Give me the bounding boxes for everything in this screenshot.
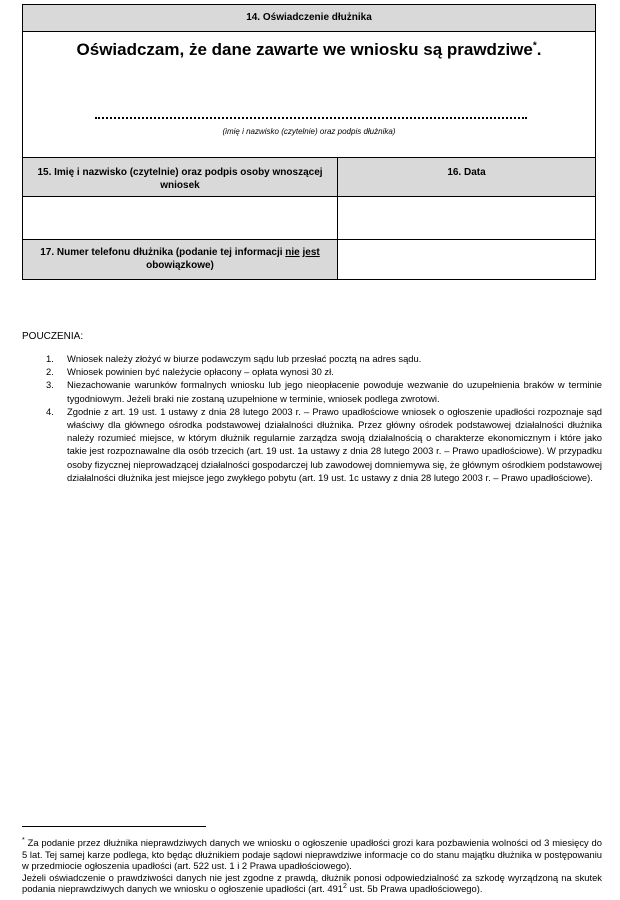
footnote-paragraph-1 (22, 837, 602, 872)
footnote (22, 837, 602, 895)
footnote-text-1: Za podanie przez dłużnika nieprawdziwych danych we wniosku o ogłoszenie upadłości grozi kara pozbawienia wolności od 3 miesięcy do 5 lat. Tej samej karze podlega, kto będąc dłużnikiem podaje sądowi nieprawdziwe informacje co do stanu majątku dłużnika w postępowaniu w przedmiocie ogłoszenia upadłości (art. 522 ust. 1 i 2 Prawa upadłościowego). (22, 837, 602, 872)
footnote-reference-mark: * (532, 40, 537, 52)
instructions-title: POUCZENIA: (22, 331, 84, 342)
instructions-list (22, 352, 602, 484)
footnote-paragraph-2 (22, 872, 602, 895)
submitter-name-signature-field[interactable] (23, 197, 338, 240)
instruction-number: 3. (46, 379, 54, 391)
section-16-header: 16. Data (338, 158, 595, 197)
date-field[interactable] (338, 197, 595, 240)
section-17-label-nie: nie (285, 247, 300, 258)
footnote-separator (22, 826, 206, 827)
debtor-declaration-form (22, 4, 596, 280)
footnote-text-2b: ust. 5b Prawa upadłościowego). (346, 883, 483, 895)
instruction-item (22, 378, 602, 404)
instruction-text: Wniosek należy złożyć w biurze podawczym sądu lub przesłać pocztą na adres sądu. (67, 353, 422, 364)
footnote-article-superscript: 2 (343, 883, 347, 891)
declaration-period: . (536, 40, 542, 59)
instruction-item (22, 365, 602, 378)
signature-caption: (imię i nazwisko (czytelnie) oraz podpis dłużnika) (222, 127, 396, 136)
debtor-phone-field[interactable] (338, 240, 595, 279)
footnote-text-2a: Jeżeli oświadczenie o prawdziwości danych nie jest zgodne z prawdą, dłużnik ponosi odpowiedzialność za szkodę wyrządzoną na skutek podania nieprawdziwych danych we wniosku o ogłoszenie upadłości (art. 491 (22, 871, 602, 895)
instruction-item (22, 405, 602, 484)
declaration-text: Oświadczam, że dane zawarte we wniosku są prawdziwe (76, 40, 533, 59)
instruction-number: 2. (46, 366, 54, 378)
instruction-number: 4. (46, 405, 54, 417)
section-17-label-end: obowiązkowe) (146, 260, 214, 271)
instruction-number: 1. (46, 353, 54, 364)
section-17-header (23, 240, 338, 279)
instruction-item (22, 352, 602, 365)
instruction-text: Zgodnie z art. 19 ust. 1 ustawy z dnia 28 lutego 2003 r. – Prawo upadłościowe wniosek o ogłoszenie upadłości rozpoznaje sąd właściwy dla głównego ośrodka podstawowej działalności dłużnika. Przez główny ośrodek podstawowej działalności dłużnika należy rozumieć miejsce, w którym dłużnik regularnie zarządza swoją działalnością o charakterze ekonomicznym i które jako takie jest rozpoznawalne dla osób trzecich (art. 19 ust. 1a ustawy z dnia 28 lutego 2003 r. – Prawo upadłościowe). W przypadku osoby fizycznej nieprowadzącej działalności gospodarczej lub zawodowej domniemywa się, że głównym ośrodkiem podstawowej działalności dłużnika jest miejsce jego zwykłego pobytu (art. 19 ust. 1c ustawy z dnia 28 lutego 2003 r. – Prawo upadłościowe). (67, 405, 602, 483)
instruction-text: Niezachowanie warunków formalnych wniosku lub jego nieopłacenie powoduje wezwanie do uzupełnienia braków w terminie tygodniowym. Jeżeli braki nie zostaną uzupełnione w terminie, wniosek podlega zwrotowi. (67, 379, 602, 404)
debtor-signature-field[interactable] (95, 117, 527, 119)
footnote-mark: * (22, 836, 25, 844)
section-14-header: 14. Oświadczenie dłużnika (23, 5, 595, 32)
section-17-label-start: 17. Numer telefonu dłużnika (podanie tej informacji (40, 247, 286, 258)
section-15-header: 15. Imię i nazwisko (czytelnie) oraz podpis osoby wnoszącej wniosek (23, 158, 338, 197)
declaration-statement (23, 39, 595, 61)
section-17-label-jest: jest (302, 247, 320, 258)
instruction-text: Wniosek powinien być należycie opłacony – opłata wynosi 30 zł. (67, 366, 334, 378)
